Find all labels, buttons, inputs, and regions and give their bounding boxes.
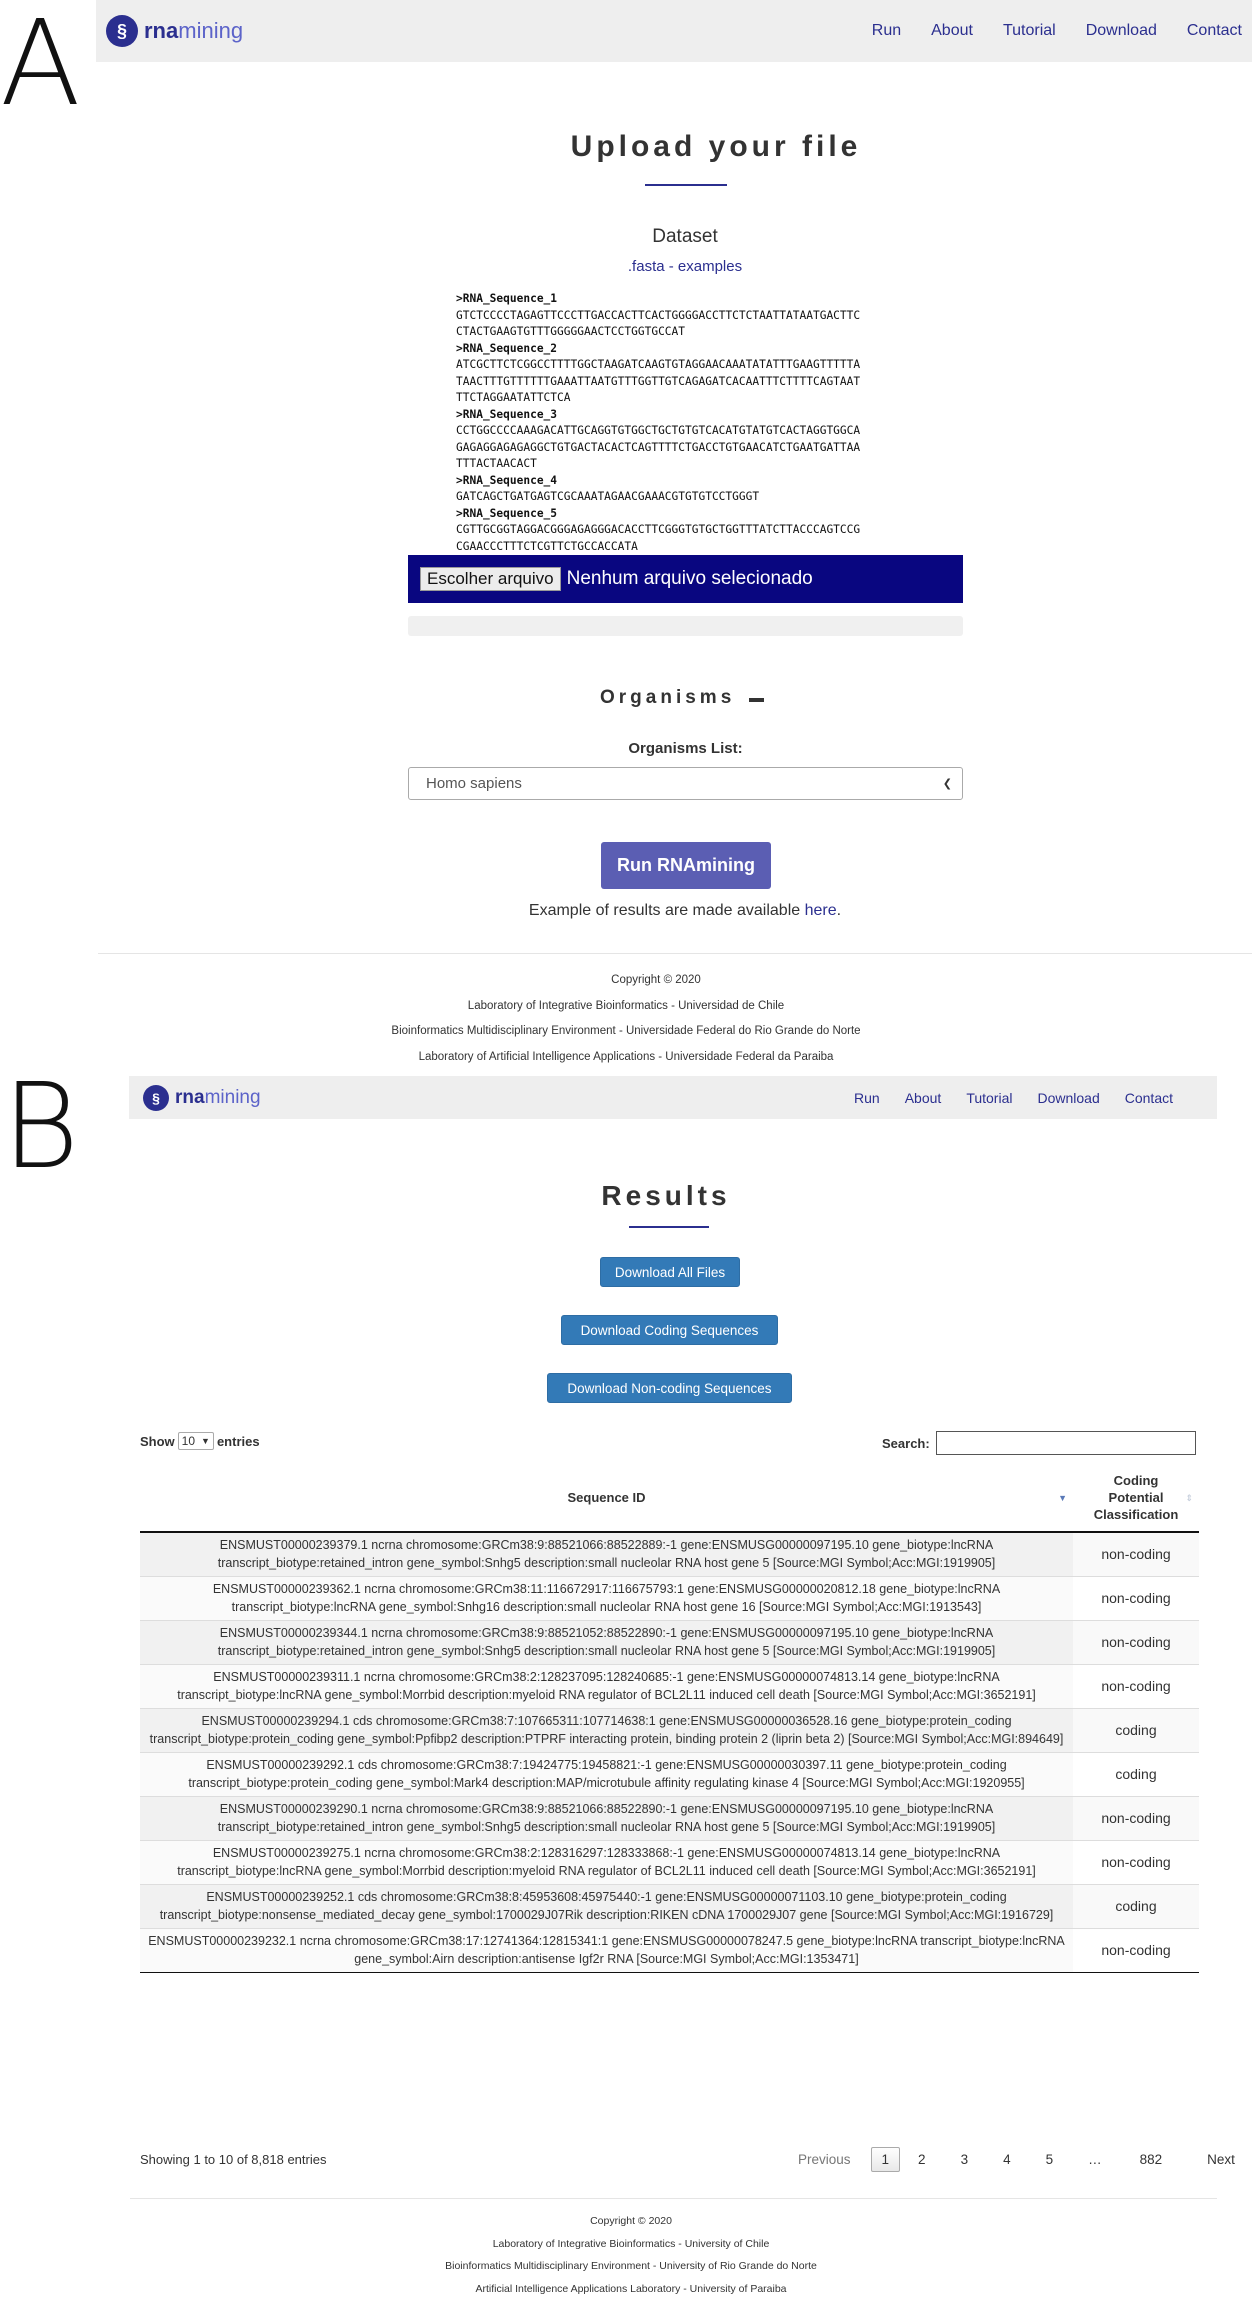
footer-copyright: Copyright © 2020 xyxy=(590,2215,672,2227)
fasta-sequence-line: CGAACCCTTTCTCGTTCTGCCACCATA xyxy=(456,539,638,553)
classification-cell: non-coding xyxy=(1073,1929,1199,1973)
sequence-id-cell: ENSMUST00000239292.1 cds chromosome:GRCm38:7:19424775:19458821:-1 gene:ENSMUSG00000030397.11 gene_biotype:protein_coding transcript_biotype:protein_coding gene_symbol:Mark4 description:MAP/microtubule affinity regulating kinase 4 [Source:MGI Symbol;Acc:MGI:1920955] xyxy=(140,1753,1073,1797)
fasta-sequence-line: CGTTGCGGTAGGACGGGAGAGGGACACCTTCGGGTGTGCTGGTTTATCTTACCCAGTCCG xyxy=(456,523,861,536)
fasta-sequence-line: GATCAGCTGATGAGTCGCAAATAGAACGAAACGTGTGTCCTGGGT xyxy=(456,490,760,503)
nav-tutorial[interactable]: Tutorial xyxy=(966,1089,1013,1106)
page-title: Upload your file xyxy=(570,130,862,163)
choose-file-button[interactable]: Escolher arquivo xyxy=(420,567,561,591)
table-row xyxy=(140,1797,1199,1841)
fasta-header-line: >RNA_Sequence_1 xyxy=(456,292,558,305)
results-table-body xyxy=(140,1532,1199,1973)
classification-cell: coding xyxy=(1073,1709,1199,1753)
file-upload-bar xyxy=(408,555,963,603)
results-table xyxy=(140,1463,1199,1973)
table-row xyxy=(140,1621,1199,1665)
sequence-id-cell: ENSMUST00000239275.1 ncrna chromosome:GRCm38:2:128316297:128333868:-1 gene:ENSMUSG00000074813.14 gene_biotype:lncRNA transcript_biotype:lncRNA gene_symbol:Morrbid description:myeloid RNA regulator of BCL2L11 induced cell death [Source:MGI Symbol;Acc:MGI:3652191] xyxy=(140,1841,1073,1885)
table-row xyxy=(140,1577,1199,1621)
search-control xyxy=(882,1431,1196,1455)
nav-run[interactable]: Run xyxy=(854,1089,880,1106)
brand-text-mining: mining xyxy=(178,18,244,43)
fasta-sequence-line: CCTGGCCCCAAAGACATTGCAGGTGTGGCTGCTGTGTCACATGTATGTCACTAGGTGGCA xyxy=(456,424,861,437)
table-row xyxy=(140,1665,1199,1709)
nav-contact[interactable]: Contact xyxy=(1186,22,1242,39)
pagination xyxy=(790,2147,1243,2172)
fasta-header-line: >RNA_Sequence_4 xyxy=(456,473,558,487)
nav-download[interactable]: Download xyxy=(1037,1089,1100,1106)
nav-about[interactable]: About xyxy=(904,1089,942,1106)
search-label: Search: xyxy=(882,1435,930,1451)
nav-links xyxy=(872,22,1252,40)
download-noncoding-button[interactable]: Download Non-coding Sequences xyxy=(547,1373,792,1403)
nav-links xyxy=(854,1090,1217,1106)
footer-line-2: Bioinformatics Multidisciplinary Environment - Universidade Federal do Rio Grande do Norte xyxy=(391,1025,861,1037)
pagination-page[interactable]: 5 xyxy=(1045,2152,1054,2167)
chevron-down-icon: ❮ xyxy=(942,778,952,790)
download-coding-button[interactable]: Download Coding Sequences xyxy=(561,1315,778,1345)
pagination-previous[interactable]: Previous xyxy=(798,2152,851,2167)
pagination-next[interactable]: Next xyxy=(1207,2152,1235,2167)
fasta-sequence-line: GAGAGGAGAGAGGCTGTGACTACACTCAGTTTTCTGACCTGTGAACATCTGAATGATTAA xyxy=(456,440,861,454)
sequence-id-cell: ENSMUST00000239232.1 ncrna chromosome:GRCm38:17:12741364:12815341:1 gene:ENSMUSG00000078247.5 gene_biotype:lncRNA transcript_biotype:lncRNA gene_symbol:Airn description:antisense Igf2r RNA [Source:MGI Symbol;Acc:MGI:1353471] xyxy=(140,1929,1073,1973)
fasta-header-line: >RNA_Sequence_5 xyxy=(456,506,558,520)
table-row xyxy=(140,1929,1199,1973)
footer-line-2: Bioinformatics Multidisciplinary Environment - University of Rio Grande do Norte xyxy=(445,2260,817,2272)
fasta-example-text xyxy=(456,291,926,555)
file-status: Nenhum arquivo selecionado xyxy=(566,568,813,589)
organism-select[interactable] xyxy=(408,767,963,800)
classification-cell: non-coding xyxy=(1073,1532,1199,1577)
sequence-id-cell: ENSMUST00000239290.1 ncrna chromosome:GRCm38:9:88521066:88522890:-1 gene:ENSMUSG00000097195.10 gene_biotype:lncRNA transcript_biotype:retained_intron gene_symbol:Snhg5 description:small nucleolar RNA host gene 5 [Source:MGI Symbol;Acc:MGI:1919905] xyxy=(140,1797,1073,1841)
column-header-coding-potential[interactable]: Coding Potential Classification ⇕ xyxy=(1073,1463,1199,1532)
pagination-ellipsis: … xyxy=(1088,2152,1102,2167)
download-all-button[interactable]: Download All Files xyxy=(600,1257,740,1287)
entries-length-control xyxy=(140,1432,260,1450)
fasta-sequence-line: TTCTAGGAATATTCTCA xyxy=(456,391,571,404)
footer-line-1: Laboratory of Integrative Bioinformatics - Universidad de Chile xyxy=(467,999,785,1012)
column-header-sequence-id[interactable]: Sequence ID ▼ xyxy=(140,1463,1073,1532)
panel-label-a: A xyxy=(0,0,81,132)
nav-tutorial[interactable]: Tutorial xyxy=(1002,22,1056,39)
pagination-page[interactable]: 2 xyxy=(918,2152,926,2167)
organisms-list-label: Organisms List: xyxy=(628,740,743,757)
footer-copyright: Copyright © 2020 xyxy=(611,974,701,986)
entries-select[interactable] xyxy=(178,1432,214,1450)
table-row xyxy=(140,1532,1199,1577)
title-underline xyxy=(629,1226,709,1228)
table-row xyxy=(140,1753,1199,1797)
search-input[interactable] xyxy=(936,1431,1196,1455)
rnamining-swirl-icon: § xyxy=(143,1085,169,1111)
example-suffix: . xyxy=(836,902,842,919)
example-results-text xyxy=(400,902,970,920)
fasta-sequence-line: GTCTCCCCTAGAGTTCCCTTGACCACTTCACTGGGGACCTTCTCTAATTATAATGACTTC xyxy=(456,308,861,322)
classification-cell: non-coding xyxy=(1073,1621,1199,1665)
brand-logo[interactable] xyxy=(143,1085,261,1111)
fasta-sequence-line: TTTACTAACACT xyxy=(456,457,537,470)
footer-divider xyxy=(98,953,1252,954)
pagination-page-current[interactable]: 1 xyxy=(871,2147,901,2172)
sequence-id-cell: ENSMUST00000239294.1 cds chromosome:GRCm38:7:107665311:107714638:1 gene:ENSMUSG00000036528.16 gene_biotype:protein_coding transcript_biotype:protein_coding gene_symbol:Ppfibp2 description:PTPRF interacting protein, binding protein 2 (liprin beta 2) [Source:MGI Symbol;Acc:MGI:894649] xyxy=(140,1709,1073,1753)
footer xyxy=(0,974,1252,1076)
show-label: Show xyxy=(140,1433,175,1449)
brand-text-rna: rna xyxy=(144,18,179,43)
title-underline xyxy=(645,184,727,186)
minus-icon[interactable] xyxy=(749,698,764,702)
footer xyxy=(0,2215,1252,2298)
nav-contact[interactable]: Contact xyxy=(1124,1089,1173,1106)
footer-divider xyxy=(130,2198,1217,2199)
table-row xyxy=(140,1709,1199,1753)
sort-both-icon: ⇕ xyxy=(1185,1493,1193,1503)
nav-about[interactable]: About xyxy=(931,22,973,39)
sort-desc-icon: ▼ xyxy=(1058,1493,1067,1503)
entries-label: entries xyxy=(216,1433,260,1449)
entries-value: 10 xyxy=(181,1434,196,1448)
sequence-id-cell: ENSMUST00000239252.1 cds chromosome:GRCm38:8:45953608:45975440:-1 gene:ENSMUSG00000071103.10 gene_biotype:protein_coding transcript_biotype:nonsense_mediated_decay gene_symbol:1700029J07Rik description:RIKEN cDNA 1700029J07 gene [Source:MGI Symbol;Acc:MGI:1916729] xyxy=(140,1885,1073,1929)
nav-run[interactable]: Run xyxy=(871,22,902,39)
fasta-examples-link[interactable]: .fasta - examples xyxy=(627,258,743,275)
run-rnamining-button[interactable]: Run RNAmining xyxy=(601,842,771,889)
pagination-page-last[interactable]: 882 xyxy=(1139,2152,1163,2167)
fasta-header-line: >RNA_Sequence_3 xyxy=(456,407,558,421)
table-row xyxy=(140,1841,1199,1885)
classification-cell: coding xyxy=(1073,1753,1199,1797)
dataset-label: Dataset xyxy=(652,226,718,247)
organism-selected-value: Homo sapiens xyxy=(426,775,522,792)
upload-progress-strip xyxy=(408,616,963,636)
table-row xyxy=(140,1885,1199,1929)
fasta-sequence-line: TAACTTTGTTTTTTGAAATTAATGTTTGGTTGTCAGAGATCACAATTTCTTTTCAGTAAT xyxy=(456,374,861,388)
pagination-page[interactable]: 4 xyxy=(1003,2152,1011,2167)
panel-label-b: B xyxy=(2,1057,80,1195)
footer-line-1: Laboratory of Integrative Bioinformatics - University of Chile xyxy=(492,2237,770,2250)
classification-cell: non-coding xyxy=(1073,1841,1199,1885)
navbar xyxy=(129,1076,1217,1119)
nav-download[interactable]: Download xyxy=(1085,22,1157,39)
fasta-sequence-line: CTACTGAAGTGTTTGGGGGAACTCCTGGTGCCAT xyxy=(456,325,686,338)
table-info: Showing 1 to 10 of 8,818 entries xyxy=(140,2152,327,2167)
sequence-id-cell: ENSMUST00000239311.1 ncrna chromosome:GRCm38:2:128237095:128240685:-1 gene:ENSMUSG00000074813.14 gene_biotype:lncRNA transcript_biotype:lncRNA gene_symbol:Morrbid description:myeloid RNA regulator of BCL2L11 induced cell death [Source:MGI Symbol;Acc:MGI:3652191] xyxy=(140,1665,1073,1709)
sequence-id-cell: ENSMUST00000239379.1 ncrna chromosome:GRCm38:9:88521066:88522889:-1 gene:ENSMUSG00000097195.10 gene_biotype:lncRNA transcript_biotype:retained_intron gene_symbol:Snhg5 description:small nucleolar RNA host gene 5 [Source:MGI Symbol;Acc:MGI:1919905] xyxy=(140,1532,1073,1577)
brand-text-mining: mining xyxy=(204,1086,261,1108)
fasta-header-line: >RNA_Sequence_2 xyxy=(456,341,558,355)
sequence-id-cell: ENSMUST00000239362.1 ncrna chromosome:GRCm38:11:116672917:116675793:1 gene:ENSMUSG00000020812.18 gene_biotype:lncRNA transcript_biotype:lncRNA gene_symbol:Snhg16 description:small nucleolar RNA host gene 16 [Source:MGI Symbol;Acc:MGI:1913543] xyxy=(140,1577,1073,1621)
results-title: Results xyxy=(601,1180,731,1211)
example-here-link[interactable]: here xyxy=(804,902,837,919)
rnamining-swirl-icon: § xyxy=(106,15,138,47)
footer-line-3: Artificial Intelligence Applications Laboratory - University of Paraiba xyxy=(475,2282,787,2295)
sequence-id-cell: ENSMUST00000239344.1 ncrna chromosome:GRCm38:9:88521052:88522890:-1 gene:ENSMUSG00000097195.10 gene_biotype:lncRNA transcript_biotype:retained_intron gene_symbol:Snhg5 description:small nucleolar RNA host gene 5 [Source:MGI Symbol;Acc:MGI:1919905] xyxy=(140,1621,1073,1665)
classification-cell: non-coding xyxy=(1073,1665,1199,1709)
brand-text-rna: rna xyxy=(175,1086,205,1108)
chevron-down-icon: ▼ xyxy=(201,1436,210,1446)
brand-logo[interactable] xyxy=(106,15,243,47)
organisms-heading: Organisms xyxy=(600,687,736,708)
classification-cell: coding xyxy=(1073,1885,1199,1929)
navbar xyxy=(96,0,1252,62)
classification-cell: non-coding xyxy=(1073,1577,1199,1621)
fasta-sequence-line: ATCGCTTCTCGGCCTTTTGGCTAAGATCAAGTGTAGGAACAAATATATTTGAAGTTTTTA xyxy=(456,358,861,371)
pagination-page[interactable]: 3 xyxy=(960,2152,969,2167)
footer-line-3: Laboratory of Artificial Intelligence Applications - Universidade Federal da Paraiba xyxy=(418,1050,834,1063)
example-prefix: Example of results are made available xyxy=(528,902,805,919)
classification-cell: non-coding xyxy=(1073,1797,1199,1841)
